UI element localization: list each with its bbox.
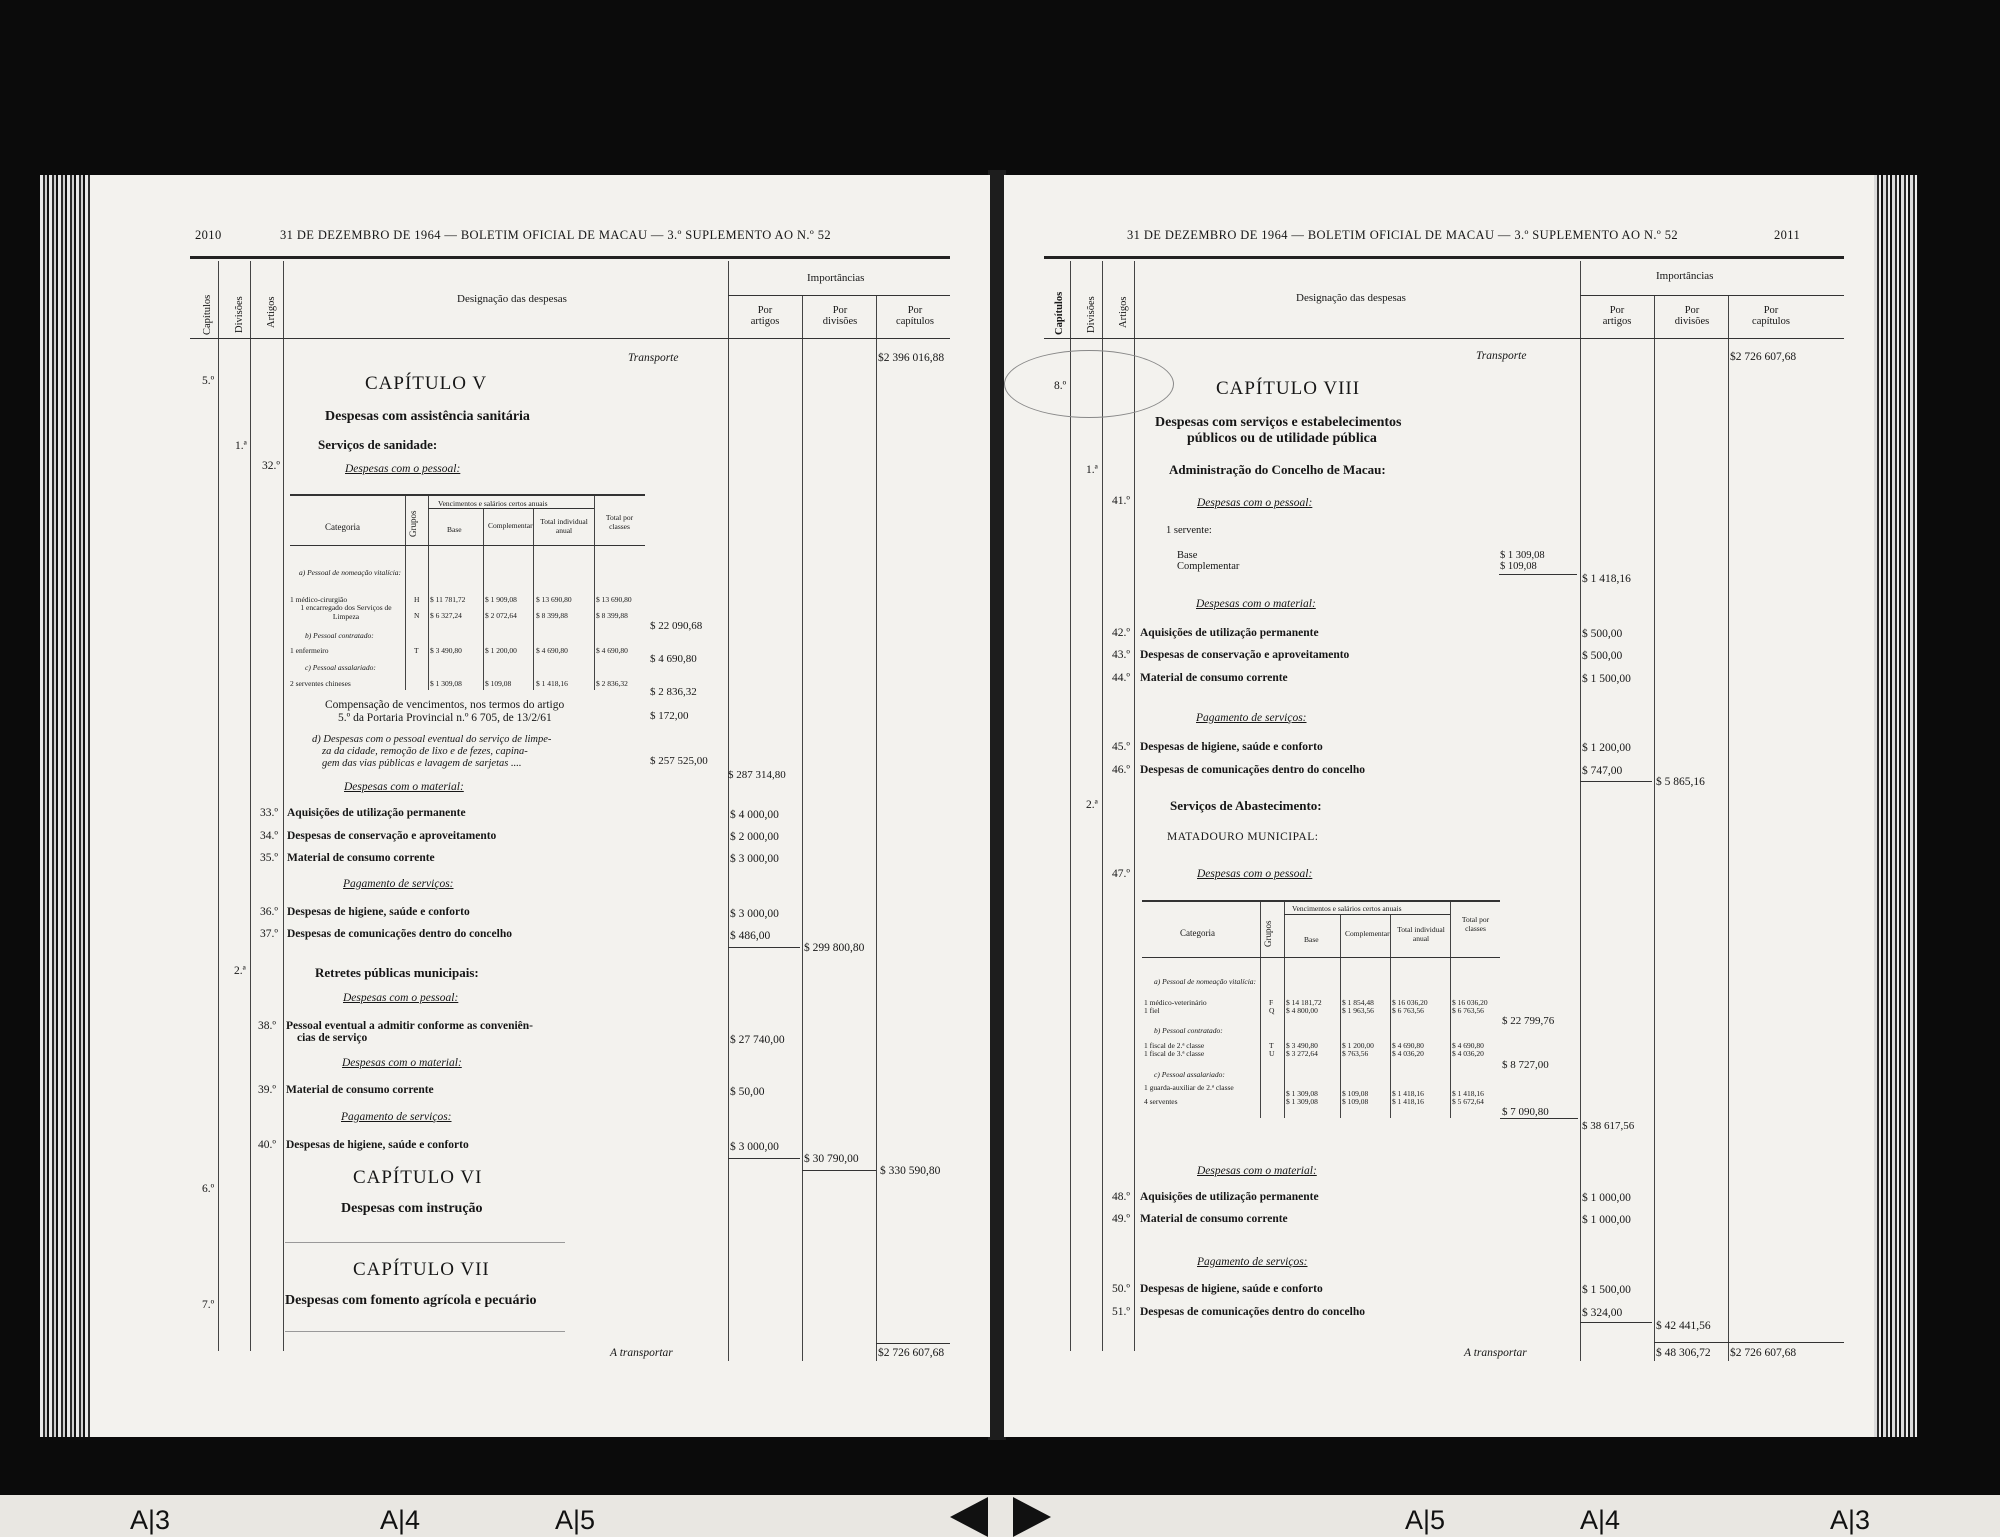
art-49-value: $ 1 000,00 [1582, 1214, 1631, 1226]
servente-label: 1 servente: [1166, 525, 1212, 536]
left-page-header: 31 DE DEZEMBRO DE 1964 — BOLETIM OFICIAL DE MACAU — 3.º SUPLEMENTO AO N.º 52 [280, 228, 831, 242]
left-page-number: 2010 [195, 228, 222, 242]
tbl-grupos: Grupos [408, 510, 418, 537]
transporte-label: Transporte [628, 352, 679, 364]
col-artigos: Artigos [266, 296, 277, 328]
a-transportar-div: $ 48 306,72 [1656, 1347, 1711, 1359]
marker-a4-right: A|4 [1580, 1505, 1621, 1535]
tbl-r2-cat: 1 encarregado dos Serviços de Limpeza [300, 603, 392, 621]
marker-a4-left: A|4 [380, 1505, 421, 1535]
header-rule [190, 256, 950, 259]
div-2-total: $ 30 790,00 [804, 1153, 859, 1165]
col-por-divisoes: Por divisões [822, 305, 858, 327]
art-49-label: Material de consumo corrente [1140, 1213, 1288, 1225]
pagamento-label-2: Pagamento de serviços: [341, 1111, 452, 1123]
col-por-capitulos: Por capítulos [896, 305, 934, 327]
col-capitulos: Capítulos [202, 294, 213, 335]
tbl-venc: Vencimentos e salários certos anuais [438, 499, 548, 508]
art-39-label: Material de consumo corrente [286, 1084, 434, 1096]
art-46-label: Despesas de comunicações dentro do concelho [1140, 764, 1365, 776]
arrow-right-icon [1013, 1497, 1051, 1537]
col-designacao: Designação das despesas [457, 293, 567, 305]
art-36-label: Despesas de higiene, saúde e conforto [287, 906, 470, 918]
tbl-total-classes: Total por classes [605, 513, 634, 531]
art-38-line2: cias de serviço [297, 1032, 368, 1044]
art-40-value: $ 3 000,00 [730, 1141, 779, 1153]
chapter-5-subtitle: Despesas com assistência sanitária [325, 409, 530, 424]
col-divisoes: Divisões [1086, 296, 1097, 333]
chapter-5-total: $ 330 590,80 [880, 1165, 941, 1177]
tbl-total: $ 38 617,56 [1582, 1120, 1635, 1132]
art-47-label: Despesas com o pessoal: [1197, 868, 1313, 880]
art-44-label: Material de consumo corrente [1140, 672, 1288, 684]
art-48-label: Aquisições de utilização permanente [1140, 1191, 1319, 1203]
col-artigos: Artigos [1118, 296, 1129, 328]
chapter-6-subtitle: Despesas com instrução [341, 1201, 483, 1216]
d-item-line1: d) Despesas com o pessoal eventual do serviço de limpe- [312, 734, 552, 745]
d-item-line3: gem das vias públicas e lavagem de sarjetas .... [322, 758, 522, 769]
arrow-left-icon [950, 1497, 988, 1537]
marker-a3-left: A|3 [130, 1505, 171, 1535]
art-34-value: $ 2 000,00 [730, 831, 779, 843]
pessoal-label-2: Despesas com o pessoal: [343, 992, 459, 1004]
col-importancias: Importâncias [1656, 270, 1714, 282]
art-32-label: Despesas com o pessoal: [345, 463, 461, 475]
art-50-label: Despesas de higiene, saúde e conforto [1140, 1283, 1323, 1295]
pagamento-label-1: Pagamento de serviços: [1196, 712, 1307, 724]
tbl-base: Base [447, 525, 462, 534]
right-page-number: 2011 [1774, 228, 1801, 242]
a-transportar-label: A transportar [1464, 1347, 1527, 1359]
art-45-label: Despesas de higiene, saúde e conforto [1140, 741, 1323, 753]
marker-a3-right: A|3 [1830, 1505, 1871, 1535]
art-51-label: Despesas de comunicações dentro do concelho [1140, 1306, 1365, 1318]
right-page: 31 DE DEZEMBRO DE 1964 — BOLETIM OFICIAL DE MACAU — 3.º SUPLEMENTO AO N.º 52 2011 Capítulos Divisões Artigos Designação das despesas Importâncias Por artigos Por divisões Por capítulos Transporte $2 726 607,68 8.º CAPÍTULO VIII Despesas com serviços e estabelecimentos públicos ou de utilidade pública 1.ª Administração do Concelho de Macau: 41.º Despesas com o pessoal: 1 servente: Base $ 1 309,08 Complementar $ 109,08 $ 1 418,16 Despesas com o material: 42.º Aquisições de utilização permanente $ 500,00 43.º Despesas de conservação e aproveitamento $ 500,00 44.º Material de consumo corrente $ 1 500,00 Pagamento de serviços: 45.º Despesas de higiene, saúde e conforto $ 1 200,00 46.º Despesas de comunicações dentro do concelho $ 747,00 $ 5 865,16 2.ª Serviços de Abastecimento: MATADOURO MUNICIPAL: 47.º Despesas com o pessoal: Categoria Grupos Vencimentos e salários certos anuais Base Complementar Total individual anual Total por classes a) Pessoal de nomeação vitalícia: 1 médico-veterinário F $ 14 181,72 $ 1 854,48 $ 16 036,20 $ 16 036,20 1 fiel Q $ 4 800,00 $ 1 963,56 $ 6 763,56 $ 6 763,56 $ 22 799,76 b) Pessoal contratado: 1 fiscal de 2.ª classe T $ 3 490,80 $ 1 200,00 $ 4 690,80 $ 4 690,80 1 fiscal de 3.ª classe U $ 3 272,64 $ 763,56 $ 4 036,20 $ 4 036,20 $ 8 727,00 c) Pessoal assalariado: 1 guarda-auxiliar de 2.ª classe $ 1 309,08 $ 109,08 $ 1 418,16 $ 1 418,16 4 serventes $ 1 309,08 $ 109,08 $ 1 418,16 $ 5 672,64 $ 7 090,80 $ 38 617,56 Despesas com o material: 48.º Aquisições de utilização permanente $ 1 000,00 49.º Material de consumo corrente $ 1 000,00 Pagamento de serviços: 50.º Despesas de higiene, saúde e conforto $ 1 500,00 51.º Despesas de comunicações dentro do concelho $ 324,00 $ 42 441,56 A transportar $ 48 306,72 $2 726 607,68 [1004, 175, 1874, 1437]
tbl-r1-cat: 1 médico-cirurgião [290, 595, 348, 604]
material-label-2: Despesas com o material: [1197, 1165, 1317, 1177]
chapter-7-subtitle: Despesas com fomento agrícola e pecuário [285, 1293, 537, 1308]
art-38-value: $ 27 740,00 [730, 1034, 785, 1046]
material-label-2: Despesas com o material: [342, 1057, 462, 1069]
art-33-value: $ 4 000,00 [730, 809, 779, 821]
a-transportar-value: $2 726 607,68 [1730, 1347, 1797, 1359]
tbl-r4-cat: 2 serventes chineses [290, 679, 351, 688]
chapter-5-title: CAPÍTULO V [365, 373, 488, 394]
art-41-label: Despesas com o pessoal: [1197, 497, 1313, 509]
art-34-label: Despesas de conservação e aproveitamento [287, 830, 497, 842]
col-importancias: Importâncias [807, 272, 865, 284]
art-44-value: $ 1 500,00 [1582, 673, 1631, 685]
chapter-5-num: 5.º [202, 375, 215, 387]
art-35-label: Material de consumo corrente [287, 852, 435, 864]
div-1-num: 1.ª [235, 440, 247, 452]
art-33-label: Aquisições de utilização permanente [287, 807, 466, 819]
art-36-value: $ 3 000,00 [730, 908, 779, 920]
art-43-label: Despesas de conservação e aproveitamento [1140, 649, 1350, 661]
d-item-line2: za da cidade, remoção de lixo e de fezes, capina- [322, 746, 528, 757]
div-1-total: $ 5 865,16 [1656, 776, 1705, 788]
div-1-total: $ 299 800,80 [804, 942, 865, 954]
tbl-r3-cat: 1 enfermeiro [290, 646, 329, 655]
art-46-value: $ 747,00 [1582, 765, 1623, 777]
tbl-sum-b: $ 4 690,80 [650, 653, 697, 665]
tbl-a-label: a) Pessoal de nomeação vitalícia: [298, 568, 402, 577]
art-39-value: $ 50,00 [730, 1086, 765, 1098]
a-transportar-label: A transportar [610, 1347, 673, 1359]
transporte-label: Transporte [1476, 350, 1527, 362]
handwritten-mark [1004, 350, 1174, 418]
left-page: 2010 31 DE DEZEMBRO DE 1964 — BOLETIM OFICIAL DE MACAU — 3.º SUPLEMENTO AO N.º 52 Capítulos Divisões Artigos Designação das despesas Importâncias Por artigos Por divisões Por capítulos Transporte $2 396 016,88 5.º CAPÍTULO V Despesas com assistência sanitária 1.ª Serviços de sanidade: 32.º Despesas com o pessoal: Categoria Grupos Vencimentos e salários certos anuais Base Complementar Total individual anual Total por classes a) Pessoal de nomeação vitalícia: 1 médico-cirurgião H $ 11 781,72 $ 1 909,08 $ 13 690,80 $ 13 690,80 1 encarregado dos Serviços de Limpeza N $ 6 327,24 $ 2 072,64 $ 8 399,88 $ 8 399,88 $ 22 090,68 b) Pessoal contratado: 1 enfermeiro T $ 3 490,80 $ 1 200,00 $ 4 690,80 $ 4 690,80 $ 4 690,80 c) Pessoal assalariado: 2 serventes chineses $ 1 309,08 $ 109,08 $ 1 418,16 $ 2 836,32 $ 2 836,32 Compensação de vencimentos, nos termos do artigo 5.º da Portaria Provincial n.º 6 705, de 13/2/61 $ 172,00 d) Despesas com o pessoal eventual do serviço de limpe- za da cidade, remoção de lixo e de fezes, capina- gem das vias públicas e lavagem de sarjetas .... $ 257 525,00 $ 287 314,80 Despesas com o material: 33.º Aquisições de utilização permanente $ 4 000,00 34.º Despesas de conservação e aproveitamento $ 2 000,00 35.º Material de consumo corrente $ 3 000,00 Pagamento de serviços: 36.º Despesas de higiene, saúde e conforto $ 3 000,00 37.º Despesas de comunicações dentro do concelho $ 486,00 $ 299 800,80 2.ª Retretes públicas municipais: Despesas com o pessoal: 38.º Pessoal eventual a admitir conforme as conveniên- cias de serviço $ 27 740,00 Despesas com o material: 39.º Material de consumo corrente $ 50,00 Pagamento de serviços: 40.º Despesas de higiene, saúde e conforto $ 3 000,00 $ 30 790,00 $ 330 590,80 6.º CAPÍTULO VI Despesas com instrução CAPÍTULO VII 7.º Despesas com fomento agrícola e pecuário A transportar $2 726 607,68 [90, 175, 990, 1437]
tbl-c-label: c) Pessoal assalariado: [305, 663, 376, 672]
col-designacao: Designação das despesas [1296, 292, 1406, 304]
right-page-header: 31 DE DEZEMBRO DE 1964 — BOLETIM OFICIAL DE MACAU — 3.º SUPLEMENTO AO N.º 52 [1127, 228, 1678, 242]
div-2-total: $ 42 441,56 [1656, 1320, 1711, 1332]
pagamento-label-1: Pagamento de serviços: [343, 878, 454, 890]
chapter-8-sub2: públicos ou de utilidade pública [1187, 431, 1377, 446]
material-label-1: Despesas com o material: [1196, 598, 1316, 610]
marker-a5-left: A|5 [555, 1505, 596, 1535]
transporte-value: $2 726 607,68 [1730, 351, 1797, 363]
tbl-categoria: Categoria [325, 522, 360, 532]
matadouro-label: MATADOURO MUNICIPAL: [1167, 831, 1319, 843]
chapter-8-title: CAPÍTULO VIII [1216, 378, 1361, 399]
a-transportar-value: $2 726 607,68 [878, 1347, 945, 1359]
art-51-value: $ 324,00 [1582, 1307, 1623, 1319]
col-divisoes: Divisões [234, 296, 245, 333]
d-item-total: $ 287 314,80 [728, 769, 786, 781]
tbl-sum-c: $ 7 090,80 [1502, 1106, 1549, 1118]
div-2-label: Serviços de Abastecimento: [1170, 798, 1322, 813]
material-label-1: Despesas com o material: [344, 781, 464, 793]
chapter-7-title: CAPÍTULO VII [353, 1259, 490, 1280]
book-edge-right [1872, 175, 1918, 1437]
tbl-sum-a: $ 22 799,76 [1502, 1015, 1555, 1027]
tbl-complementar: Complementar [488, 521, 533, 530]
film-marker-strip [0, 1495, 2000, 1537]
art-42-label: Aquisições de utilização permanente [1140, 627, 1319, 639]
art-45-value: $ 1 200,00 [1582, 742, 1631, 754]
art-50-value: $ 1 500,00 [1582, 1284, 1631, 1296]
pagamento-label-2: Pagamento de serviços: [1197, 1256, 1308, 1268]
tbl-sum-b: $ 8 727,00 [1502, 1059, 1549, 1071]
tbl-sum-c: $ 2 836,32 [650, 686, 697, 698]
div-1-label: Administração do Concelho de Macau: [1169, 462, 1386, 477]
tbl-sum-a: $ 22 090,68 [650, 620, 703, 632]
chapter-6-title: CAPÍTULO VI [353, 1167, 483, 1188]
marker-a5-right: A|5 [1405, 1505, 1446, 1535]
tbl-a-label: a) Pessoal de nomeação vitalícia: [1153, 977, 1257, 986]
col-capitulos: Capítulos [1054, 291, 1065, 335]
art-40-label: Despesas de higiene, saúde e conforto [286, 1139, 469, 1151]
art-48-value: $ 1 000,00 [1582, 1192, 1631, 1204]
art-43-value: $ 500,00 [1582, 650, 1623, 662]
art-41-total: $ 1 418,16 [1582, 573, 1631, 585]
art-41-base: $ 1 309,08 [1500, 550, 1545, 561]
art-37-label: Despesas de comunicações dentro do concelho [287, 928, 512, 940]
art-35-value: $ 3 000,00 [730, 853, 779, 865]
art-37-value: $ 486,00 [730, 930, 771, 942]
compensacao-line2: 5.º da Portaria Provincial n.º 6 705, de 13/2/61 [338, 712, 552, 724]
div-2-label: Retretes públicas municipais: [315, 965, 479, 980]
transporte-value: $2 396 016,88 [878, 352, 945, 364]
col-por-artigos: Por artigos [750, 305, 780, 327]
book-edge-left [40, 175, 92, 1437]
div-1-label: Serviços de sanidade: [318, 437, 438, 452]
art-32-num: 32.º [262, 460, 280, 472]
compensacao-value: $ 172,00 [650, 710, 689, 722]
art-41-comp: $ 109,08 [1500, 561, 1537, 572]
d-item-value: $ 257 525,00 [650, 755, 708, 767]
art-38-line1: Pessoal eventual a admitir conforme as conveniên- [286, 1020, 534, 1032]
tbl-b-label: b) Pessoal contratado: [305, 631, 374, 640]
tbl-total-individual: Total individual anual [540, 517, 588, 535]
chapter-8-sub1: Despesas com serviços e estabelecimentos [1155, 415, 1402, 430]
art-42-value: $ 500,00 [1582, 628, 1623, 640]
compensacao-line1: Compensação de vencimentos, nos termos do artigo [325, 699, 565, 711]
